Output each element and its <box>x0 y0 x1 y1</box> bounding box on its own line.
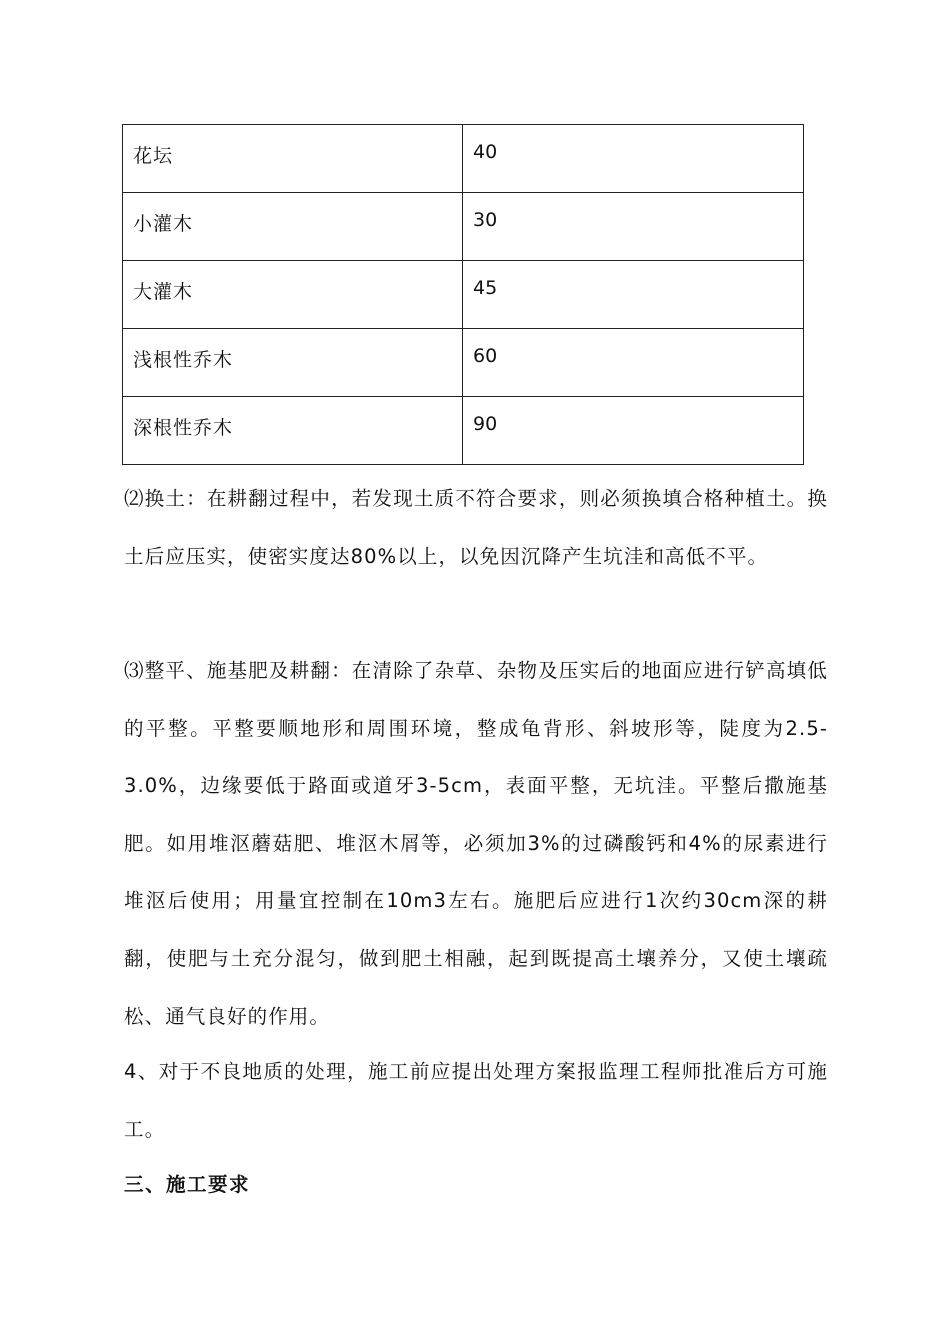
soil-depth-table <box>122 124 804 465</box>
depth-value-cell: 40 <box>463 125 804 193</box>
plant-type-cell: 大灌木 <box>123 261 463 329</box>
plant-type-cell: 花坛 <box>123 125 463 193</box>
table-row <box>123 125 804 193</box>
paragraph-soil-replacement: ⑵换土：在耕翻过程中，若发现土质不符合要求，则必须换填合格种植土。换土后应压实，使密实度达80%以上，以免因沉降产生坑洼和高低不平。 <box>124 487 828 568</box>
table-row <box>123 329 804 397</box>
depth-value-cell: 30 <box>463 193 804 261</box>
section-heading: 三、施工要求 <box>124 1173 251 1196</box>
plant-type-cell: 深根性乔木 <box>123 397 463 465</box>
depth-value-cell: 90 <box>463 397 804 465</box>
paragraph-leveling-fertilizing: ⑶整平、施基肥及耕翻：在清除了杂草、杂物及压实后的地面应进行铲高填低的平整。平整要顺地形和周围环境，整成龟背形、斜坡形等，陡度为2.5-3.0%，边缘要低于路面或道牙3-5cm，表面平整，无坑洼。平整后撒施基肥。如用堆沤蘑菇肥、堆沤木屑等，必须加3%的过磷酸钙和4%的尿素进行堆沤后使用；用量宜控制在10m3左右。施肥后应进行1次约30cm深的耕翻，使肥与土充分混匀，做到肥土相融，起到既提高土壤养分，又使土壤疏松、通气良好的作用。 <box>124 659 828 1028</box>
plant-type-cell: 浅根性乔木 <box>123 329 463 397</box>
paragraph-poor-geology: 4、对于不良地质的处理，施工前应提出处理方案报监理工程师批准后方可施工。 <box>124 1060 828 1141</box>
table-row <box>123 193 804 261</box>
table-row <box>123 261 804 329</box>
depth-value-cell: 60 <box>463 329 804 397</box>
table-row <box>123 397 804 465</box>
depth-value-cell: 45 <box>463 261 804 329</box>
plant-type-cell: 小灌木 <box>123 193 463 261</box>
